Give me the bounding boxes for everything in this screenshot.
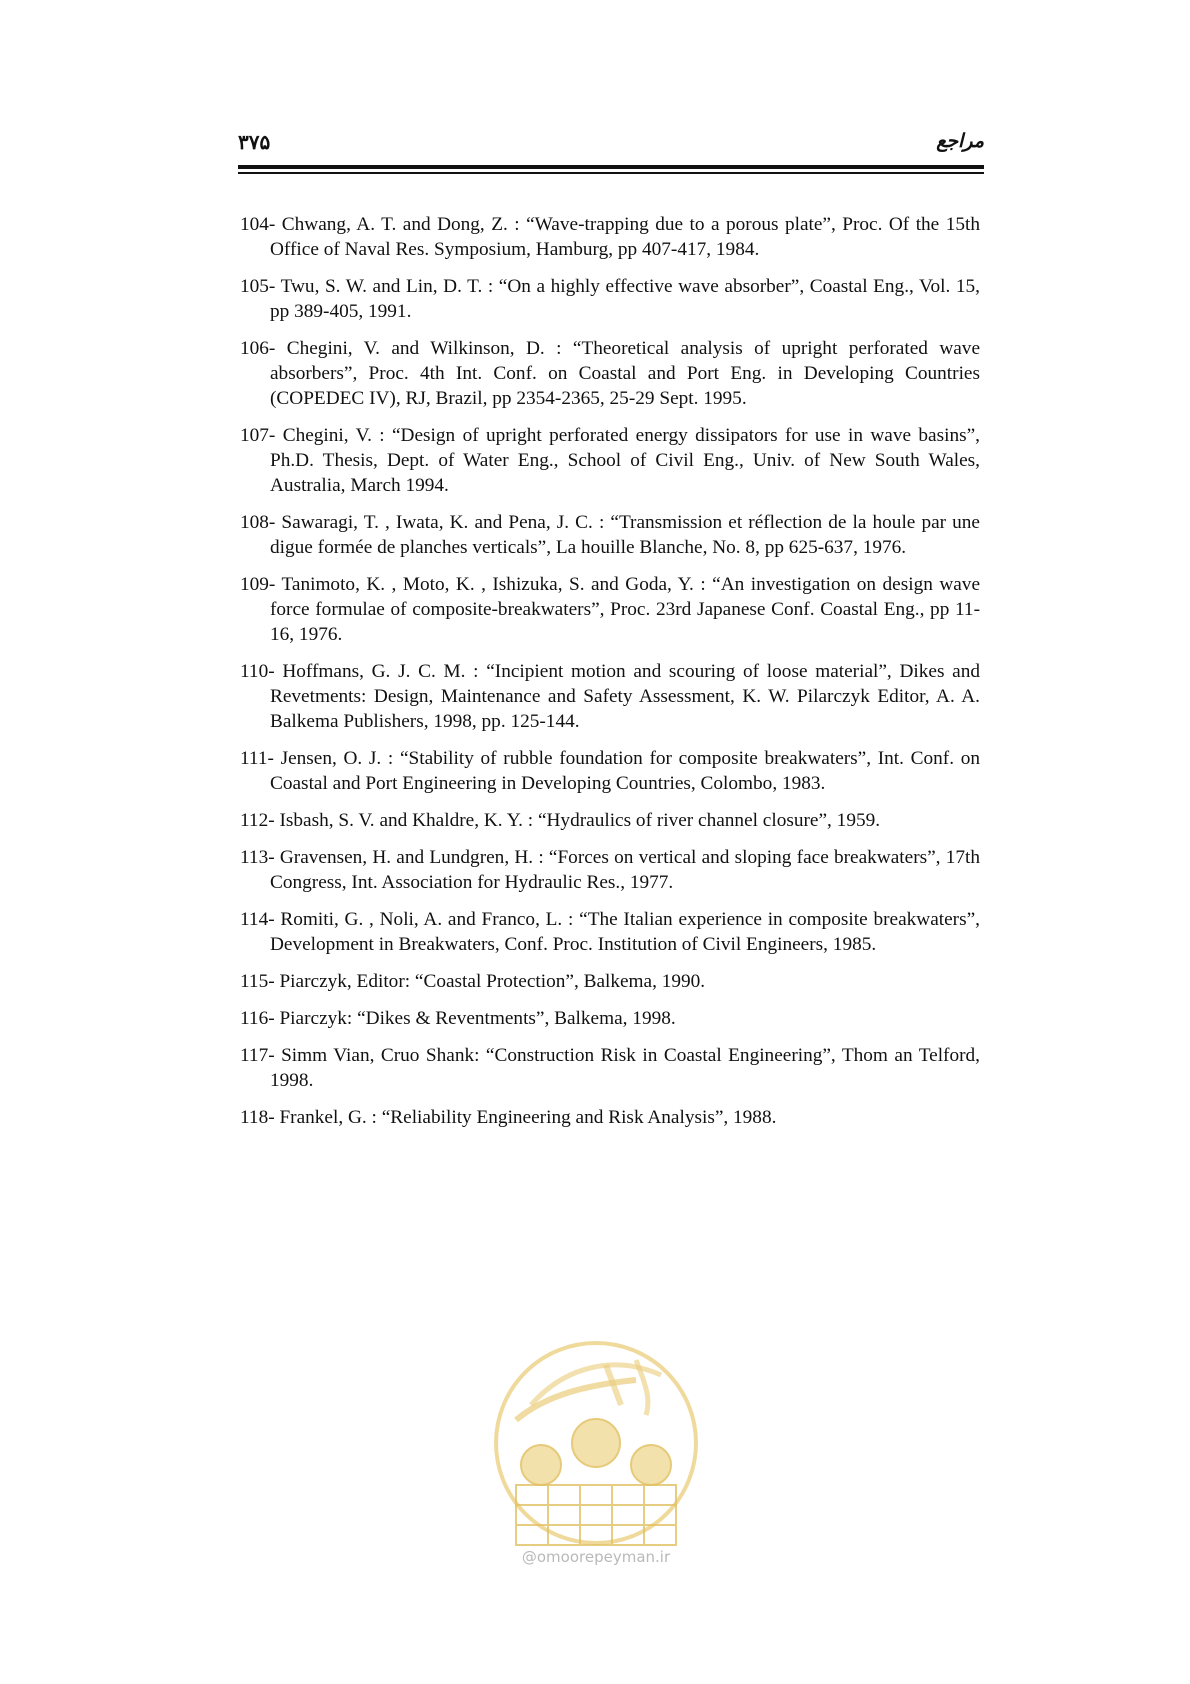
section-title: مراجع	[936, 130, 984, 152]
reference-item: 115- Piarczyk, Editor: “Coastal Protection”, Balkema, 1990.	[240, 971, 706, 992]
reference-item: 116- Piarczyk: “Dikes & Reventments”, Balkema, 1998.	[240, 1008, 676, 1029]
reference-item: 104- Chwang, A. T. and Dong, Z. : “Wave-trapping due to a porous plate”, Proc. Of the 15th Office of Naval Res. Symposium, Hamburg, pp 407-417, 1984.	[240, 214, 980, 260]
header-rule-thin	[238, 172, 984, 174]
reference-item: 110- Hoffmans, G. J. C. M. : “Incipient motion and scouring of loose material”, Dikes and Revetments: Design, Maintenance and Safety Assessment, K. W. Pilarczyk Editor, A. A. Balkema Publishers, 1998, pp. 125-144.	[240, 661, 980, 732]
reference-item: 105- Twu, S. W. and Lin, D. T. : “On a highly effective wave absorber”, Coastal Eng., Vol. 15, pp 389-405, 1991.	[240, 276, 980, 322]
reference-item: 111- Jensen, O. J. : “Stability of rubble foundation for composite breakwaters”, Int. Conf. on Coastal and Port Engineering in Developing Countries, Colombo, 1983.	[240, 748, 980, 794]
reference-item: 106- Chegini, V. and Wilkinson, D. : “Theoretical analysis of upright perforated wave absorbers”, Proc. 4th Int. Conf. on Coastal and Port Eng. in Developing Countries (COPEDEC IV), RJ, Brazil, pp 2354-2365, 25-29 Sept. 1995.	[240, 338, 980, 409]
reference-list	[240, 212, 980, 1142]
reference-item: 107- Chegini, V. : “Design of upright perforated energy dissipators for use in wave basins”, Ph.D. Thesis, Dept. of Water Eng., School of Civil Eng., Univ. of New South Wales, Australia, March 1994.	[240, 425, 980, 496]
watermark-logo-icon	[486, 1325, 706, 1565]
reference-item: 108- Sawaragi, T. , Iwata, K. and Pena, J. C. : “Transmission et réflection de la houle par une digue formée de planches verticals”, La houille Blanche, No. 8, pp 625-637, 1976.	[240, 512, 980, 558]
reference-item: 109- Tanimoto, K. , Moto, K. , Ishizuka, S. and Goda, Y. : “An investigation on design wave force formulae of composite-breakwaters”, Proc. 23rd Japanese Conf. Coastal Eng., pp 11-16, 1976.	[240, 574, 980, 645]
watermark-url: @omoorepeyman.ir	[521, 1548, 671, 1566]
reference-item: 113- Gravensen, H. and Lundgren, H. : “Forces on vertical and sloping face breakwaters”, 17th Congress, Int. Association for Hydraulic Res., 1977.	[240, 847, 980, 893]
reference-item: 118- Frankel, G. : “Reliability Engineering and Risk Analysis”, 1988.	[240, 1107, 777, 1128]
reference-item: 112- Isbash, S. V. and Khaldre, K. Y. : “Hydraulics of river channel closure”, 1959.	[240, 810, 881, 831]
reference-item: 117- Simm Vian, Cruo Shank: “Construction Risk in Coastal Engineering”, Thom an Telford, 1998.	[240, 1045, 980, 1091]
reference-item: 114- Romiti, G. , Noli, A. and Franco, L. : “The Italian experience in composite breakwaters”, Development in Breakwaters, Conf. Proc. Institution of Civil Engineers, 1985.	[240, 909, 980, 955]
page-header	[238, 126, 984, 166]
header-rule-thick	[238, 165, 984, 169]
page-number: ۳۷۵	[238, 130, 271, 154]
